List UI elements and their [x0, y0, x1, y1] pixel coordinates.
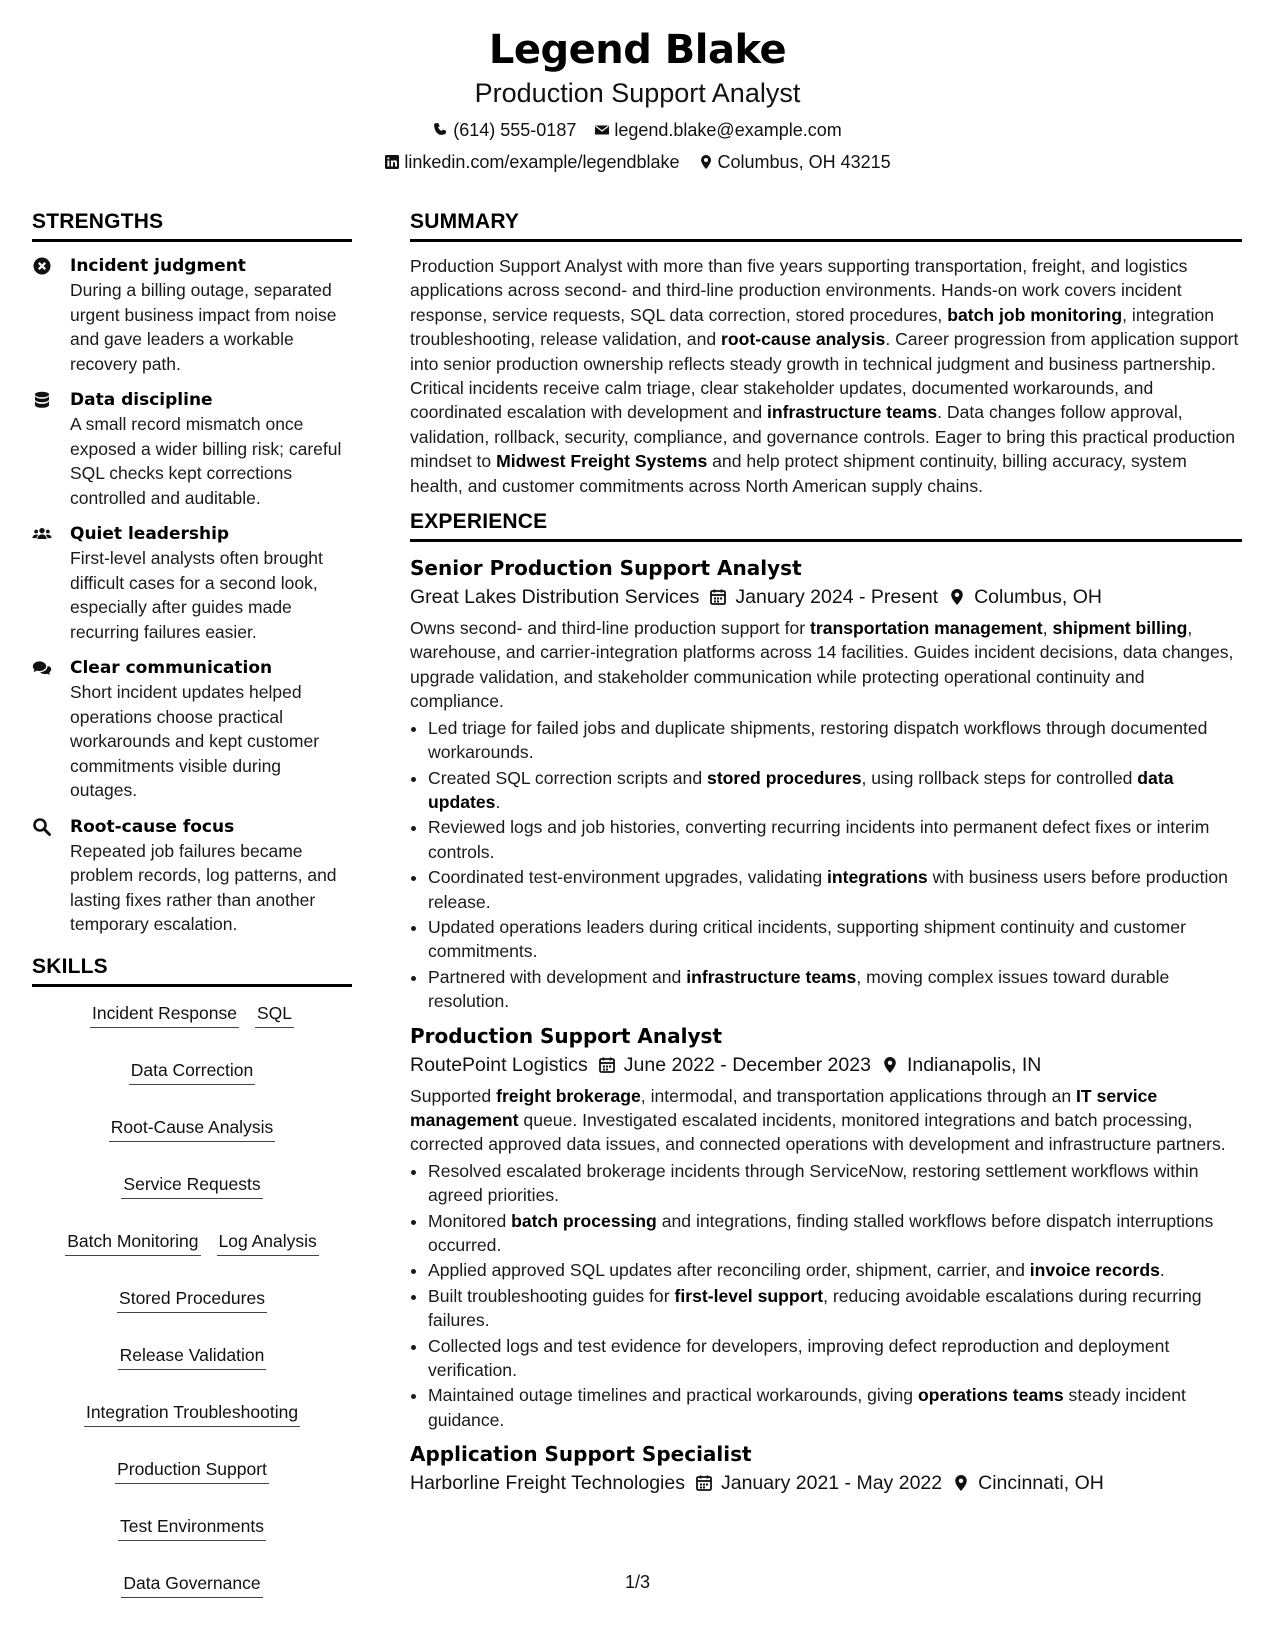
strength-title: Incident judgment — [70, 256, 246, 276]
job-dates: June 2022 - December 2023 — [623, 1053, 871, 1076]
job-location: Columbus, OH — [974, 586, 1102, 609]
skill-tag: Data Governance — [121, 1571, 262, 1598]
candidate-name: Legend Blake — [488, 27, 787, 73]
calendar-icon — [709, 588, 727, 606]
job-bullets — [410, 1159, 1242, 1432]
strength-item — [32, 815, 352, 937]
summary-text: Production Support Analyst with more than five years supporting transportation, freight, and logistics applications across second- and third-line production environments. Hands-on work covers incident response, service requests, SQL data correction, stored procedures, batch job monitoring, integration troubleshooting, release validation, and root-cause analysis. Career progression from application support into senior production ownership reflects steady growth in technical judgment and business partnership. Critical incidents receive calm triage, clear stakeholder updates, documented workarounds, and coordinated escalation with development and infrastructure teams. Data changes follow approval, validation, rollback, security, compliance, and governance controls. Eager to bring this practical production mindset to Midwest Freight Systems and help protect shipment continuity, billing accuracy, system health, and customer commitments across North American supply chains. — [410, 256, 1239, 496]
emphasis-text: IT service management — [410, 1085, 1158, 1130]
strength-title: Clear communication — [70, 658, 273, 678]
emphasis-text: transportation management — [809, 618, 1043, 639]
emphasis-text: Midwest Freight Systems — [496, 451, 708, 472]
contact-location — [698, 150, 891, 174]
job-description: Owns second- and third-line production support for transportation management, shipment billing, warehouse, and carrier-integration platforms across 14 facilities. Guides incident decisions, data changes, upgrade validation, and stakeholder communication while protecting operational continuity and compliance. — [410, 618, 1234, 712]
contact-phone — [433, 118, 576, 142]
page-number: 1/3 — [624, 1572, 651, 1592]
skills-list — [32, 999, 352, 1598]
contact-row-1 — [0, 118, 1275, 142]
job-title: Senior Production Support Analyst — [410, 556, 802, 581]
emphasis-text: root-cause analysis — [721, 329, 886, 350]
map-pin-icon — [881, 1056, 899, 1074]
contact-email[interactable] — [594, 118, 841, 142]
summary-heading: SUMMARY — [410, 210, 1242, 242]
emphasis-text: freight brokerage — [496, 1085, 641, 1106]
strength-item — [32, 388, 352, 510]
job-title: Production Support Analyst — [410, 1023, 723, 1048]
job-title: Application Support Specialist — [410, 1442, 752, 1467]
emphasis-text: stored procedures — [707, 767, 862, 788]
skill-tag: Integration Troubleshooting — [84, 1400, 300, 1427]
job-company: Harborline Freight Technologies — [410, 1472, 685, 1495]
strength-description: First-level analysts often brought difficult cases for a second look, especially after guides made recurring failures easier. — [70, 548, 323, 642]
strength-description: Short incident updates helped operations choose practical workarounds and kept customer commitments visible during outages. — [70, 682, 320, 800]
job-meta — [410, 1468, 1242, 1498]
strength-item — [32, 254, 352, 376]
job-dates: January 2024 - Present — [735, 586, 939, 609]
emphasis-text: infrastructure teams — [686, 966, 857, 987]
job-bullets — [410, 716, 1242, 1014]
left-column — [32, 210, 352, 1598]
job-bullet: • Coordinated test-environment upgrades, validating integrations with business users before production release. — [428, 865, 1242, 914]
linkedin-icon — [384, 154, 400, 170]
emphasis-text: integrations — [827, 867, 928, 888]
skill-tag: Root-Cause Analysis — [109, 1115, 275, 1142]
job-bullet: • Monitored batch processing and integrations, finding stalled workflows before dispatch interruptions occurred. — [428, 1209, 1242, 1258]
strength-item — [32, 656, 352, 803]
emphasis-text: invoice records — [1029, 1260, 1160, 1281]
map-pin-icon — [948, 588, 966, 606]
skill-tag: Stored Procedures — [117, 1286, 267, 1313]
strength-description: A small record mismatch once exposed a wider billing risk; careful SQL checks kept corrections controlled and auditable. — [70, 414, 342, 508]
skill-tag: Data Correction — [129, 1058, 256, 1085]
calendar-icon — [598, 1056, 616, 1074]
strength-title: Quiet leadership — [70, 524, 230, 544]
experience-heading: EXPERIENCE — [410, 510, 1242, 542]
contact-linkedin[interactable] — [384, 150, 679, 174]
calendar-icon — [695, 1474, 713, 1492]
job-meta — [410, 1050, 1242, 1080]
skill-tag: Test Environments — [118, 1514, 266, 1541]
skill-tag: Log Analysis — [217, 1229, 319, 1256]
job-bullet: • Applied approved SQL updates after reconciling order, shipment, carrier, and invoice records. — [428, 1258, 1242, 1282]
job-meta — [410, 582, 1242, 612]
map-pin-icon — [698, 154, 714, 170]
emphasis-text: batch processing — [511, 1210, 657, 1231]
emphasis-text: batch job monitoring — [947, 304, 1123, 325]
job-company: Great Lakes Distribution Services — [410, 586, 700, 609]
job-company: RoutePoint Logistics — [410, 1053, 588, 1076]
job-bullet: • Built troubleshooting guides for first-level support, reducing avoidable escalations during recurring failures. — [428, 1284, 1242, 1333]
envelope-icon — [594, 122, 610, 138]
skill-tag: Release Validation — [118, 1343, 267, 1370]
job-bullet: • Collected logs and test evidence for developers, improving defect reproduction and deployment verification. — [428, 1334, 1242, 1383]
email-address[interactable]: legend.blake@example.com — [614, 120, 842, 140]
location-text: Columbus, OH 43215 — [717, 152, 891, 172]
strength-item — [32, 522, 352, 644]
job-location: Cincinnati, OH — [978, 1472, 1104, 1495]
strength-title: Root-cause focus — [70, 816, 235, 837]
close-circle-icon — [32, 254, 70, 376]
phone-number: (614) 555-0187 — [453, 120, 577, 140]
strength-description: Repeated job failures became problem records, log patterns, and lasting fixes rather than another temporary escalation. — [70, 840, 337, 934]
database-icon — [32, 388, 70, 510]
job-bullet: • Reviewed logs and job histories, converting recurring incidents into permanent defect fixes or interim controls. — [428, 815, 1242, 864]
map-pin-icon — [952, 1474, 970, 1492]
job-bullet: • Updated operations leaders during critical incidents, supporting shipment continuity and customer commitments. — [428, 915, 1242, 964]
job-bullet: • Created SQL correction scripts and stored procedures, using rollback steps for controlled data updates. — [428, 766, 1242, 815]
emphasis-text: first-level support — [674, 1285, 824, 1306]
strength-title: Data discipline — [70, 390, 213, 410]
strength-description: During a billing outage, separated urgent business impact from noise and gave leaders a workable recovery path. — [70, 280, 337, 374]
contact-row-2 — [0, 150, 1275, 174]
users-icon — [32, 522, 70, 644]
emphasis-text: infrastructure teams — [767, 402, 938, 423]
strengths-heading: STRENGTHS — [32, 210, 352, 242]
job-entry — [410, 554, 1242, 1014]
comments-icon — [32, 656, 70, 803]
job-bullet: • Partnered with development and infrastructure teams, moving complex issues toward durable resolution. — [428, 965, 1242, 1014]
job-bullet: • Led triage for failed jobs and duplicate shipments, restoring dispatch workflows through documented workarounds. — [428, 716, 1242, 765]
resume-header — [0, 24, 1275, 174]
right-column — [410, 210, 1242, 1502]
job-description: Supported freight brokerage, intermodal, and transportation applications through an IT service management queue. Investigated escalated incidents, monitored integrations and batch processing, corrected approved data issues, and connected operations with development and infrastructure partners. — [410, 1085, 1226, 1155]
job-entry — [410, 1022, 1242, 1433]
job-bullet: • Resolved escalated brokerage incidents through ServiceNow, restoring settlement workflows within agreed priorities. — [428, 1159, 1242, 1208]
candidate-title: Production Support Analyst — [474, 78, 801, 108]
skill-tag: Incident Response — [90, 1001, 239, 1028]
emphasis-text: data updates — [428, 767, 1174, 812]
emphasis-text: shipment billing — [1052, 618, 1188, 639]
search-icon — [32, 815, 70, 937]
phone-icon — [433, 122, 449, 138]
skill-tag: Batch Monitoring — [65, 1229, 200, 1256]
linkedin-url[interactable]: linkedin.com/example/legendblake — [404, 152, 680, 172]
job-bullet: • Maintained outage timelines and practical workarounds, giving operations teams steady incident guidance. — [428, 1383, 1242, 1432]
job-dates: January 2021 - May 2022 — [720, 1472, 943, 1495]
skill-tag: SQL — [255, 1001, 294, 1028]
skill-tag: Service Requests — [121, 1172, 262, 1199]
job-location: Indianapolis, IN — [906, 1053, 1042, 1076]
emphasis-text: operations teams — [917, 1385, 1064, 1406]
job-entry — [410, 1440, 1242, 1498]
skill-tag: Production Support — [115, 1457, 269, 1484]
skills-heading: SKILLS — [32, 955, 352, 987]
